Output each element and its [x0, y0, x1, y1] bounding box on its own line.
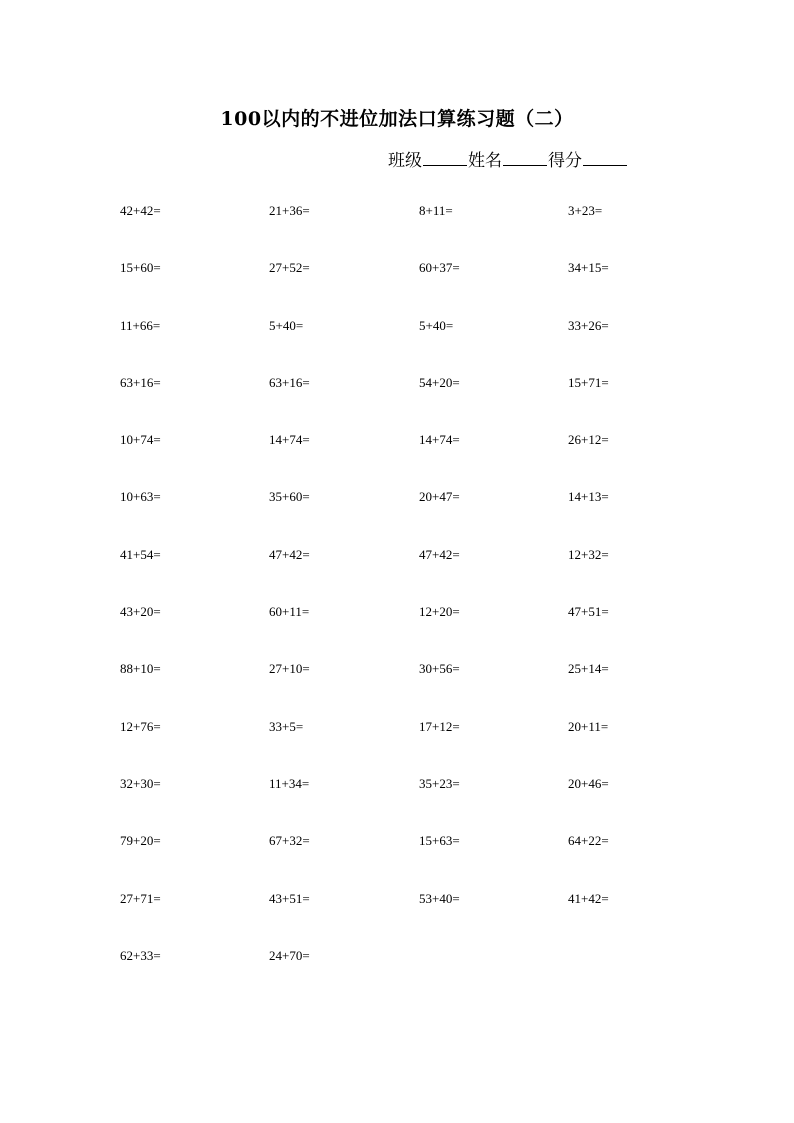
problem-item: 33+5= — [269, 718, 304, 734]
score-blank[interactable] — [583, 149, 627, 166]
problem-item: 8+11= — [419, 203, 453, 218]
problem-item: 41+54= — [120, 546, 161, 562]
problem-item: 5+40= — [419, 317, 454, 333]
problem-item: 21+36= — [269, 203, 310, 218]
problem-item: 63+16= — [269, 374, 310, 390]
problem-item: 60+37= — [419, 260, 460, 276]
problem-item: 54+20= — [419, 374, 460, 390]
problem-item: 47+42= — [269, 546, 310, 562]
problem-item: 63+16= — [120, 374, 161, 390]
problem-item: 41+42= — [568, 890, 609, 906]
problem-item: 15+63= — [419, 833, 460, 849]
problem-item: 12+76= — [120, 718, 161, 734]
problem-grid — [120, 201, 720, 1003]
problem-item: 20+47= — [419, 489, 460, 505]
problem-item: 79+20= — [120, 833, 161, 849]
problem-item: 10+74= — [120, 432, 161, 448]
problem-item: 53+40= — [419, 890, 460, 906]
problem-item: 43+51= — [269, 890, 310, 906]
problem-item: 27+52= — [269, 260, 310, 276]
problem-item: 33+26= — [568, 317, 609, 333]
problem-item: 17+12= — [419, 718, 460, 734]
problem-item: 25+14= — [568, 661, 609, 677]
problem-item: 62+33= — [120, 947, 161, 963]
name-blank[interactable] — [503, 149, 547, 166]
problem-item: 11+34= — [269, 775, 310, 791]
problem-item: 14+74= — [269, 432, 310, 448]
problem-item: 34+15= — [568, 260, 609, 276]
problem-item: 35+23= — [419, 775, 460, 791]
class-label: 班级 — [388, 151, 422, 171]
problem-item: 27+71= — [120, 890, 161, 906]
problem-item: 35+60= — [269, 489, 310, 505]
problem-item: 60+11= — [269, 604, 310, 620]
problem-item: 12+32= — [568, 546, 609, 562]
problem-item: 3+23= — [568, 203, 603, 218]
problem-item: 30+56= — [419, 661, 460, 677]
problem-item: 20+11= — [568, 718, 609, 734]
problem-item: 24+70= — [269, 947, 310, 963]
problem-item: 42+42= — [120, 203, 161, 218]
problem-item: 47+51= — [568, 604, 609, 620]
problem-item: 88+10= — [120, 661, 161, 677]
problem-item: 12+20= — [419, 604, 460, 620]
problem-item: 5+40= — [269, 317, 304, 333]
problem-item: 26+12= — [568, 432, 609, 448]
student-info-line — [388, 146, 628, 171]
problem-item: 32+30= — [120, 775, 161, 791]
problem-item: 27+10= — [269, 661, 310, 677]
problem-item: 64+22= — [568, 833, 609, 849]
problem-item: 11+66= — [120, 317, 161, 333]
problem-item: 14+13= — [568, 489, 609, 505]
problem-item: 20+46= — [568, 775, 609, 791]
class-blank[interactable] — [423, 149, 467, 166]
problem-item: 67+32= — [269, 833, 310, 849]
problem-item: 14+74= — [419, 432, 460, 448]
problem-item: 43+20= — [120, 604, 161, 620]
problem-item: 10+63= — [120, 489, 161, 505]
score-label: 得分 — [548, 151, 582, 171]
problem-item: 47+42= — [419, 546, 460, 562]
problem-item: 15+60= — [120, 260, 161, 276]
problem-item: 15+71= — [568, 374, 609, 390]
page-title: 100以内的不进位加法口算练习题（二） — [220, 108, 574, 130]
name-label: 姓名 — [468, 151, 502, 171]
